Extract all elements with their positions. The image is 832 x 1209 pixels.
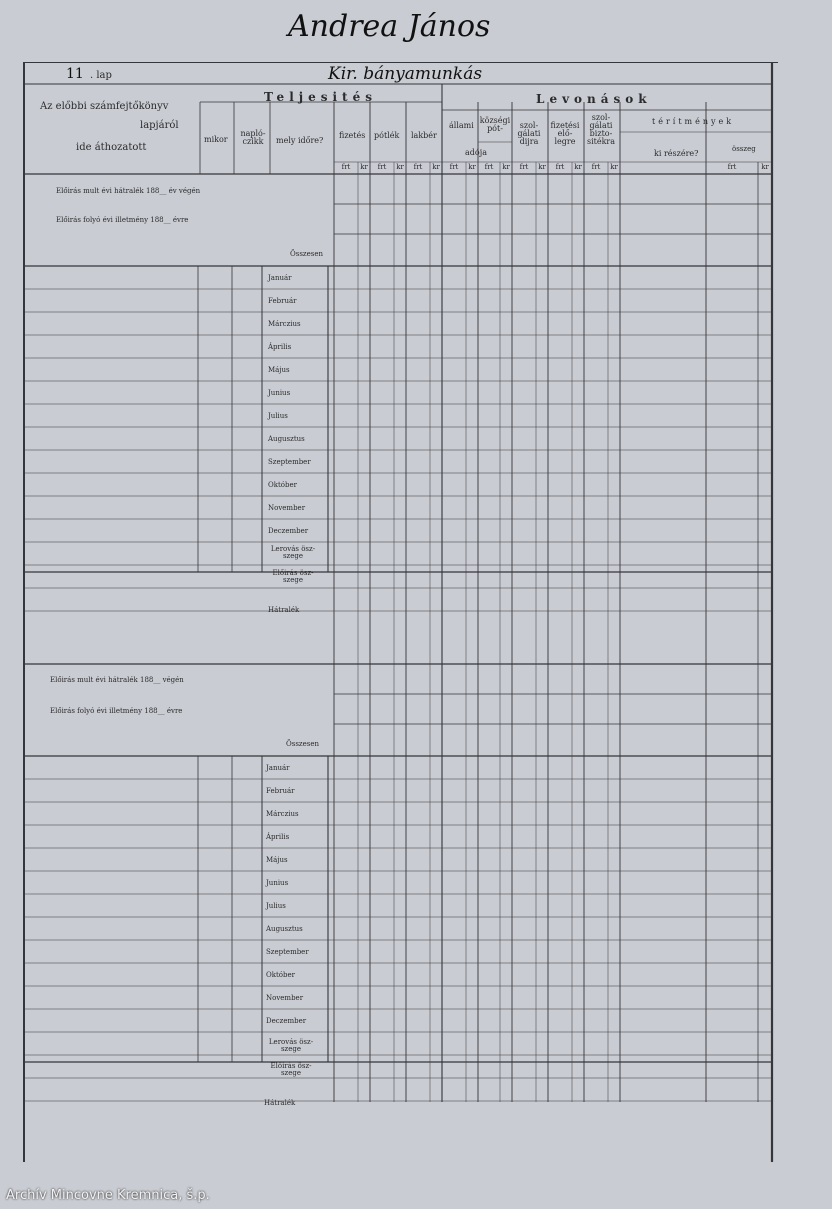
month-b1-9: Október bbox=[268, 481, 297, 489]
galati-line: gálati bbox=[517, 129, 541, 138]
pot-line: pót- bbox=[487, 124, 503, 133]
naplo-line: napló- bbox=[240, 129, 266, 138]
subheader-frt: frt bbox=[484, 163, 494, 171]
subheader-kr: kr bbox=[396, 163, 404, 171]
month-b1-7: Augusztus bbox=[268, 435, 305, 443]
bizto-line: bizto- bbox=[589, 129, 613, 138]
handwritten-name: Andrea János bbox=[288, 9, 491, 44]
osszeg-header: összeg bbox=[732, 145, 756, 153]
szol-line-2: szol- bbox=[591, 113, 611, 122]
subheader-kr: kr bbox=[360, 163, 368, 171]
month-b1-5: Junius bbox=[268, 389, 291, 397]
eloiras-line2: szege bbox=[282, 576, 304, 584]
fizetesi-elolegre-header bbox=[548, 122, 582, 146]
handwritten-page-number: 11 bbox=[66, 66, 84, 82]
ki-reszere-header: ki részére? bbox=[654, 149, 699, 158]
block1-eloiras bbox=[258, 570, 328, 584]
galati-line-2: gálati bbox=[589, 121, 613, 130]
lakber-header: lakbér bbox=[411, 131, 437, 140]
archive-watermark: Archív Mincovne Kremnica, š.p. bbox=[6, 1188, 210, 1203]
mikor-header: mikor bbox=[204, 135, 228, 144]
allami-header: állami bbox=[449, 121, 474, 130]
month-b1-6: Julius bbox=[268, 412, 288, 420]
block1-osszesen: Összesen bbox=[290, 250, 323, 258]
month-b2-4: Május bbox=[266, 856, 288, 864]
subheader-kr: kr bbox=[538, 163, 546, 171]
month-b1-4: Május bbox=[268, 366, 290, 374]
subheader-kr: kr bbox=[502, 163, 510, 171]
block1-line-folyo: Előirás folyó évi illetmény 188__ évre bbox=[56, 216, 189, 224]
szolgalati-dijra-header bbox=[512, 122, 546, 146]
month-b2-6: Julius bbox=[266, 902, 286, 910]
month-b1-2: Márczius bbox=[268, 320, 301, 328]
month-b2-8: Szeptember bbox=[266, 948, 309, 956]
subheader-kr: kr bbox=[468, 163, 476, 171]
handwritten-position: Kir. bányamunkás bbox=[328, 64, 483, 84]
lerovas-line1: Lerovás ösz- bbox=[270, 545, 316, 553]
month-b2-5: Junius bbox=[266, 879, 289, 887]
month-b2-11: Deczember bbox=[266, 1017, 307, 1025]
month-b2-7: Augusztus bbox=[266, 925, 303, 933]
block2-line-folyo: Előirás folyó évi illetmény 188__ évre bbox=[50, 707, 183, 715]
block1-line-mult: Előirás mult évi hátralék 188__ év végén bbox=[56, 187, 201, 195]
kozsegi-line: községi bbox=[479, 116, 511, 125]
subheader-kr: kr bbox=[432, 163, 440, 171]
subheader-kr: kr bbox=[610, 163, 618, 171]
month-b1-1: Február bbox=[268, 297, 297, 305]
sitekra-line: sitékra bbox=[586, 137, 616, 146]
subheader-frt: frt bbox=[555, 163, 565, 171]
lap-label: . lap bbox=[90, 70, 112, 81]
fizetes-header: fizetés bbox=[339, 131, 366, 140]
month-b1-3: Április bbox=[268, 343, 292, 351]
teritmenyek-header: térítmények bbox=[652, 117, 735, 126]
month-b2-3: Április bbox=[266, 833, 290, 841]
szol-line: szol- bbox=[519, 121, 539, 130]
fizetesi-line: fizetési bbox=[550, 121, 580, 130]
subheader-frt: frt bbox=[727, 163, 737, 171]
block2-lerovas bbox=[256, 1039, 326, 1053]
subheader-kr: kr bbox=[574, 163, 582, 171]
eloiras-line1: Előirás ösz- bbox=[272, 569, 314, 577]
mely-idore-header: mely időre? bbox=[276, 136, 324, 145]
lerovas-line2-b2: szege bbox=[280, 1045, 302, 1053]
szolgalati-biztositekra-header bbox=[584, 114, 618, 146]
month-b2-10: November bbox=[266, 994, 304, 1002]
kozsegi-pot-header bbox=[478, 117, 512, 133]
block2-osszesen: Összesen bbox=[286, 740, 319, 748]
subheader-kr: kr bbox=[761, 163, 769, 171]
elo-line: elő- bbox=[557, 129, 573, 138]
ado-header: adója bbox=[465, 148, 487, 157]
subheader-frt: frt bbox=[449, 163, 459, 171]
subheader-frt: frt bbox=[519, 163, 529, 171]
month-b2-9: Október bbox=[266, 971, 295, 979]
block1-hatralek: Hátralék bbox=[268, 606, 300, 614]
lerovas-line1-b2: Lerovás ösz- bbox=[268, 1038, 314, 1046]
month-b2-2: Márczius bbox=[266, 810, 299, 818]
subheader-frt: frt bbox=[591, 163, 601, 171]
block1-lerovas bbox=[258, 546, 328, 560]
month-b1-10: November bbox=[268, 504, 306, 512]
month-b1-8: Szeptember bbox=[268, 458, 311, 466]
lerovas-line2: szege bbox=[282, 552, 304, 560]
potlek-header: pótlék bbox=[374, 131, 400, 140]
eloiras-line1-b2: Előirás ösz- bbox=[270, 1062, 312, 1070]
subheader-frt: frt bbox=[341, 163, 351, 171]
levonasok-heading: Levonások bbox=[536, 92, 652, 106]
previous-book-line2: lapjáról bbox=[140, 120, 179, 131]
ledger-grid bbox=[18, 62, 778, 1162]
cikk-line: czikk bbox=[242, 137, 264, 146]
previous-book-line3: ide áthozatott bbox=[76, 142, 147, 153]
block2-eloiras bbox=[256, 1063, 326, 1077]
ledger-table bbox=[18, 62, 778, 1162]
subheader-frt: frt bbox=[413, 163, 423, 171]
eloiras-line2-b2: szege bbox=[280, 1069, 302, 1077]
naplo-cikk-header bbox=[238, 130, 268, 146]
block2-hatralek: Hátralék bbox=[264, 1099, 296, 1107]
dijra-line: dijra bbox=[519, 137, 539, 146]
month-b2-0: Január bbox=[266, 764, 290, 772]
previous-book-line1: Az előbbi számfejtőkönyv bbox=[40, 101, 169, 112]
month-b2-1: Február bbox=[266, 787, 295, 795]
subheader-frt: frt bbox=[377, 163, 387, 171]
month-b1-11: Deczember bbox=[268, 527, 309, 535]
month-b1-0: Január bbox=[268, 274, 292, 282]
legre-line: legre bbox=[554, 137, 576, 146]
teljesites-heading: Teljesités bbox=[264, 90, 377, 104]
block2-line-mult: Előirás mult évi hátralék 188__ végén bbox=[50, 676, 184, 684]
